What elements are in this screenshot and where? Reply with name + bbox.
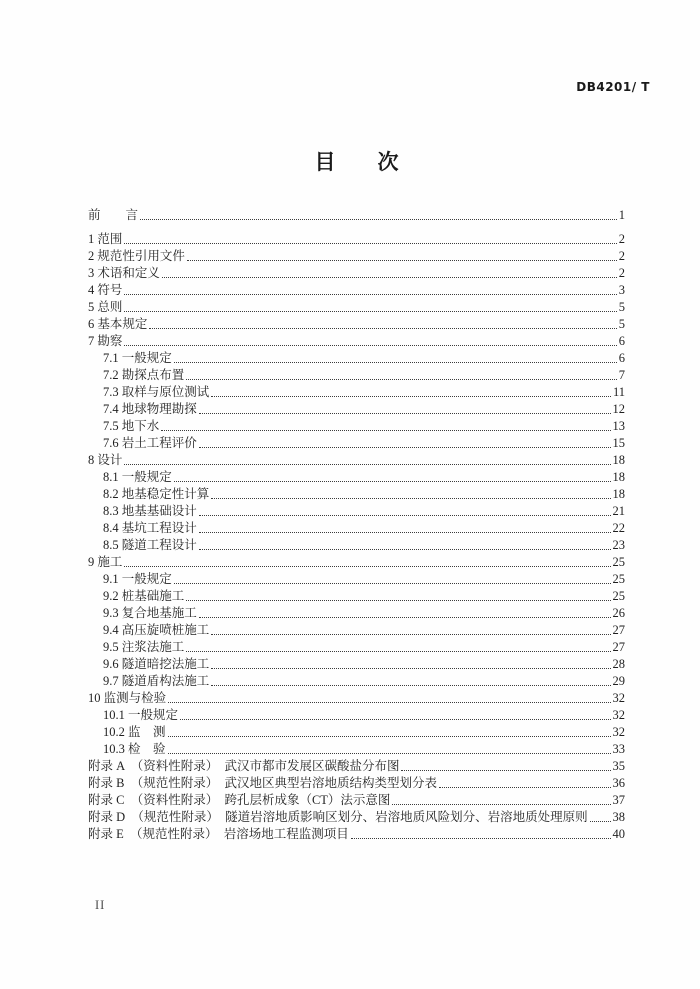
toc-entry-page: 2 xyxy=(618,266,625,280)
toc-entry-label: 附录 E （规范性附录） 岩溶场地工程监测项目 xyxy=(88,827,349,841)
toc-leader-dots xyxy=(211,396,611,397)
toc-entry xyxy=(88,281,625,298)
toc-entry-page: 40 xyxy=(612,827,625,841)
toc-entry-label: 附录 A （资料性附录） 武汉市都市发展区碳酸盐分布图 xyxy=(88,759,400,773)
toc-entry-page: 33 xyxy=(612,742,625,756)
toc-entry-page: 36 xyxy=(612,776,625,790)
footer-page-number: II xyxy=(95,898,106,912)
toc-entry-label: 9.6 隧道暗挖法施工 xyxy=(103,657,210,671)
toc-entry xyxy=(88,791,625,808)
toc-entry-label: 6 基本规定 xyxy=(88,317,148,331)
toc-entry xyxy=(88,349,625,366)
toc-entry xyxy=(88,247,625,264)
toc-entry-page: 5 xyxy=(618,300,625,314)
toc-entry-page: 12 xyxy=(612,402,625,416)
toc-entry-page: 28 xyxy=(612,657,625,671)
toc-entry xyxy=(88,298,625,315)
toc-entry xyxy=(88,366,625,383)
toc-entry-page: 5 xyxy=(618,317,625,331)
toc-entry xyxy=(88,825,625,842)
toc-leader-dots xyxy=(168,702,610,703)
toc-leader-dots xyxy=(199,447,611,448)
toc-leader-dots xyxy=(401,770,610,771)
toc-leader-dots xyxy=(140,219,617,220)
toc-entry xyxy=(88,315,625,332)
toc-entry-page: 2 xyxy=(618,249,625,263)
toc-entry-page: 18 xyxy=(612,487,625,501)
toc-leader-dots xyxy=(211,634,610,635)
toc-entry xyxy=(88,689,625,706)
toc-entry-label: 9.4 高压旋喷桩施工 xyxy=(103,623,210,637)
toc-entry xyxy=(88,604,625,621)
toc-entry xyxy=(88,502,625,519)
toc-leader-dots xyxy=(590,821,611,822)
toc-entry-label: 8.4 基坑工程设计 xyxy=(103,521,197,535)
toc-entry xyxy=(88,808,625,825)
toc-entry xyxy=(88,400,625,417)
toc-entry-page: 15 xyxy=(612,436,625,450)
toc-leader-dots xyxy=(392,804,610,805)
toc-entry-page: 2 xyxy=(618,232,625,246)
toc-leader-dots xyxy=(199,549,611,550)
toc-entry-page: 35 xyxy=(612,759,625,773)
toc-leader-dots xyxy=(199,515,611,516)
toc-leader-dots xyxy=(439,787,611,788)
toc-entry-page: 13 xyxy=(612,419,625,433)
toc-entry-label: 1 范围 xyxy=(88,232,123,246)
toc-entry-label: 9.2 桩基础施工 xyxy=(103,589,185,603)
toc-entry-label: 7 勘察 xyxy=(88,334,123,348)
toc-entry-label: 7.2 勘探点布置 xyxy=(103,368,185,382)
toc-leader-dots xyxy=(161,430,610,431)
toc-entry-page: 25 xyxy=(612,555,625,569)
toc-entry xyxy=(88,570,625,587)
toc-entry-label: 10.2 监 测 xyxy=(103,725,166,739)
toc-entry-label: 7.1 一般规定 xyxy=(103,351,172,365)
toc-leader-dots xyxy=(186,600,610,601)
toc-entry-label: 附录 D （规范性附录） 隧道岩溶地质影响区划分、岩溶地质风险划分、岩溶地质处理原则 xyxy=(88,810,588,824)
toc-entry-page: 11 xyxy=(612,385,625,399)
toc-entry-label: 10 监测与检验 xyxy=(88,691,167,705)
toc-entry-page: 32 xyxy=(612,691,625,705)
toc-leader-dots xyxy=(149,328,616,329)
toc-leader-dots xyxy=(168,736,611,737)
toc-entry-page: 18 xyxy=(612,470,625,484)
toc-leader-dots xyxy=(199,413,611,414)
toc-entry-label: 2 规范性引用文件 xyxy=(88,249,185,263)
toc-entry-label: 8.1 一般规定 xyxy=(103,470,172,484)
toc-leader-dots xyxy=(211,498,610,499)
toc-entry-page: 23 xyxy=(612,538,625,552)
toc-leader-dots xyxy=(199,617,611,618)
toc-entry xyxy=(88,264,625,281)
toc-entry-label: 7.3 取样与原位测试 xyxy=(103,385,210,399)
toc-leader-dots xyxy=(186,651,610,652)
toc-leader-dots xyxy=(174,481,611,482)
page-title: 目 次 xyxy=(314,150,399,174)
toc-entry xyxy=(88,519,625,536)
toc-entry xyxy=(88,332,625,349)
toc-entry-label: 8.3 地基基础设计 xyxy=(103,504,197,518)
toc-leader-dots xyxy=(351,838,611,839)
toc-entry xyxy=(88,723,625,740)
toc-entry-page: 32 xyxy=(612,725,625,739)
toc-entry-label: 10.3 检 验 xyxy=(103,742,166,756)
toc-leader-dots xyxy=(211,685,610,686)
toc-entry xyxy=(88,468,625,485)
toc-entry-label: 8 设计 xyxy=(88,453,123,467)
toc-entry xyxy=(88,706,625,723)
toc-entry-label: 附录 B （规范性附录） 武汉地区典型岩溶地质结构类型划分表 xyxy=(88,776,437,790)
toc-entry xyxy=(88,434,625,451)
toc-leader-dots xyxy=(124,243,616,244)
toc-entry-label: 7.4 地球物理勘探 xyxy=(103,402,197,416)
toc-list xyxy=(88,206,625,842)
toc-entry-label: 4 符号 xyxy=(88,283,123,297)
toc-entry xyxy=(88,740,625,757)
toc-entry-page: 18 xyxy=(612,453,625,467)
toc-leader-dots xyxy=(187,260,617,261)
toc-leader-dots xyxy=(186,379,616,380)
toc-entry-page: 3 xyxy=(618,283,625,297)
toc-entry-page: 25 xyxy=(612,572,625,586)
toc-entry xyxy=(88,230,625,247)
toc-leader-dots xyxy=(180,719,610,720)
toc-entry-label: 9.1 一般规定 xyxy=(103,572,172,586)
toc-entry xyxy=(88,206,625,223)
toc-entry-label: 7.5 地下水 xyxy=(103,419,160,433)
toc-leader-dots xyxy=(124,311,616,312)
toc-entry xyxy=(88,587,625,604)
toc-entry-label: 8.5 隧道工程设计 xyxy=(103,538,197,552)
toc-entry xyxy=(88,638,625,655)
toc-entry-label: 3 术语和定义 xyxy=(88,266,160,280)
toc-entry xyxy=(88,774,625,791)
toc-entry-label: 9.3 复合地基施工 xyxy=(103,606,197,620)
toc-leader-dots xyxy=(199,532,611,533)
toc-leader-dots xyxy=(174,583,611,584)
toc-entry-label: 9.5 注浆法施工 xyxy=(103,640,185,654)
toc-entry xyxy=(88,672,625,689)
toc-entry xyxy=(88,553,625,570)
toc-entry-label: 9.7 隧道盾构法施工 xyxy=(103,674,210,688)
toc-entry-label: 7.6 岩土工程评价 xyxy=(103,436,197,450)
toc-leader-dots xyxy=(162,277,617,278)
toc-entry xyxy=(88,757,625,774)
toc-entry-page: 25 xyxy=(612,589,625,603)
toc-entry-page: 21 xyxy=(612,504,625,518)
toc-entry-label: 8.2 地基稳定性计算 xyxy=(103,487,210,501)
toc-entry-label: 5 总则 xyxy=(88,300,123,314)
toc-entry-page: 29 xyxy=(612,674,625,688)
toc-entry-page: 37 xyxy=(612,793,625,807)
toc-entry-page: 38 xyxy=(612,810,625,824)
standard-code-header: DB4201/ T xyxy=(576,80,650,94)
toc-entry-page: 1 xyxy=(618,208,625,222)
toc-entry-label: 9 施工 xyxy=(88,555,123,569)
toc-entry-page: 6 xyxy=(618,351,625,365)
toc-entry-page: 7 xyxy=(618,368,625,382)
toc-entry-page: 27 xyxy=(612,640,625,654)
toc-entry xyxy=(88,621,625,638)
toc-entry-page: 6 xyxy=(618,334,625,348)
toc-leader-dots xyxy=(211,668,610,669)
toc-entry-page: 22 xyxy=(612,521,625,535)
toc-entry-label: 前 言 xyxy=(88,208,139,222)
toc-leader-dots xyxy=(124,294,616,295)
toc-entry xyxy=(88,417,625,434)
toc-leader-dots xyxy=(174,362,617,363)
toc-entry xyxy=(88,383,625,400)
toc-entry-label: 附录 C （资料性附录） 跨孔层析成象（CT）法示意图 xyxy=(88,793,391,807)
toc-entry xyxy=(88,536,625,553)
toc-entry-page: 27 xyxy=(612,623,625,637)
toc-leader-dots xyxy=(124,566,610,567)
toc-leader-dots xyxy=(124,464,610,465)
toc-leader-dots xyxy=(124,345,616,346)
toc-entry xyxy=(88,451,625,468)
toc-entry xyxy=(88,655,625,672)
toc-entry-label: 10.1 一般规定 xyxy=(103,708,179,722)
toc-entry xyxy=(88,485,625,502)
toc-entry-page: 26 xyxy=(612,606,625,620)
toc-entry-page: 32 xyxy=(612,708,625,722)
toc-leader-dots xyxy=(168,753,611,754)
